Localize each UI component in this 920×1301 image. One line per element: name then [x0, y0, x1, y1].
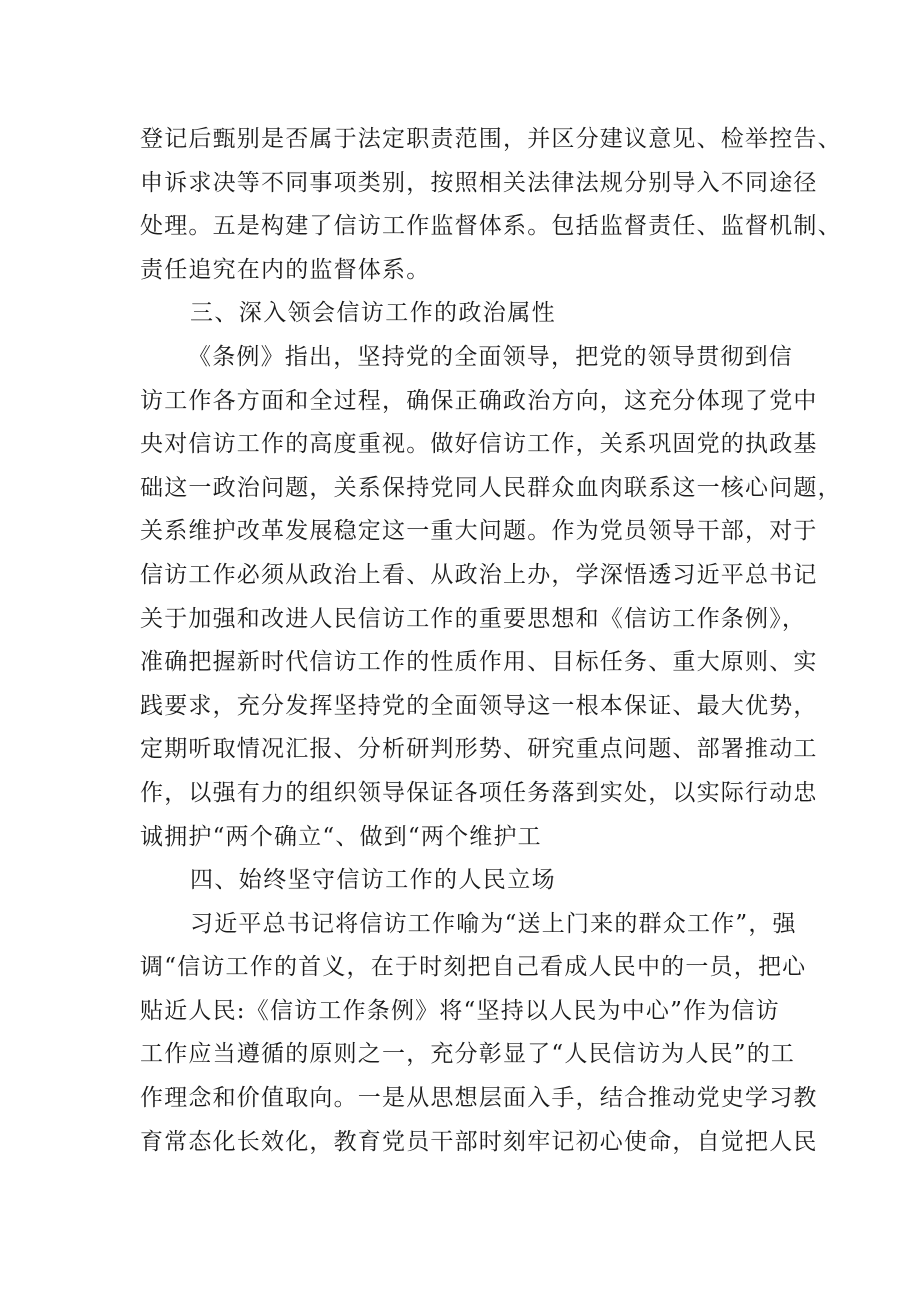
text-line: 央对信访工作的高度重视。做好信访工作，关系巩固党的执政基 — [140, 431, 818, 458]
text-line: 信访工作必须从政治上看、从政治上办，学深悟透习近平总书记 — [140, 561, 818, 588]
text-line: 关于加强和改进人民信访工作的重要思想和《信访工作条例》， — [140, 605, 807, 632]
document-text — [140, 118, 842, 1164]
text-line: 处理。五是构建了信访工作监督体系。包括监督责任、监督机制、 — [140, 213, 842, 240]
text-line: 贴近人民:《信访工作条例》将“坚持以人民为中心”作为信访 — [140, 997, 780, 1024]
text-line: 践要求，充分发挥坚持党的全面领导这一根本保证、最大优势， — [140, 692, 818, 719]
text-line: 作，以强有力的组织领导保证各项任务落到实处，以实际行动忠 — [140, 779, 818, 806]
section-heading: 三、深入领会信访工作的政治属性 — [190, 300, 556, 327]
text-line: 准确把握新时代信访工作的性质作用、目标任务、重大原则、实 — [140, 649, 818, 676]
text-line: 访工作各方面和全过程，确保正确政治方向，这充分体现了党中 — [140, 387, 818, 414]
text-line: 育常态化长效化，教育党员干部时刻牢记初心使命，自觉把人民 — [140, 1128, 818, 1155]
section-heading: 四、始终坚守信访工作的人民立场 — [190, 867, 556, 894]
text-line: 登记后甄别是否属于法定职责范围，并区分建议意见、检举控告、 — [140, 126, 842, 152]
text-line: 调“信访工作的首义，在于时刻把自己看成人民中的一员，把心 — [140, 954, 807, 981]
paragraph-first-line: 《条例》指出，坚持党的全面领导，把党的领导贯彻到信 — [188, 343, 793, 370]
paragraph-first-line: 习近平总书记将信访工作喻为“送上门来的群众工作”，强 — [190, 910, 797, 937]
text-line: 定期听取情况汇报、分析研判形势、研究重点问题、部署推动工 — [140, 736, 818, 763]
text-line: 诚拥护“两个确立“、做到“两个维护工 — [140, 823, 542, 850]
text-line: 责任追究在内的监督体系。 — [140, 256, 431, 283]
text-line: 工作应当遵循的原则之一，充分彰显了“人民信访为人民”的工 — [140, 1041, 796, 1068]
text-line: 申诉求决等不同事项类别，按照相关法律法规分别导入不同途径 — [140, 169, 818, 196]
text-line: 础这一政治问题，关系保持党同人民群众血肉联系这一核心问题， — [140, 474, 842, 501]
text-line: 关系维护改革发展稳定这一重大问题。作为党员领导干部，对于 — [140, 518, 818, 545]
text-line: 作理念和价值取向。一是从思想层面入手，结合推动党史学习教 — [140, 1085, 818, 1112]
